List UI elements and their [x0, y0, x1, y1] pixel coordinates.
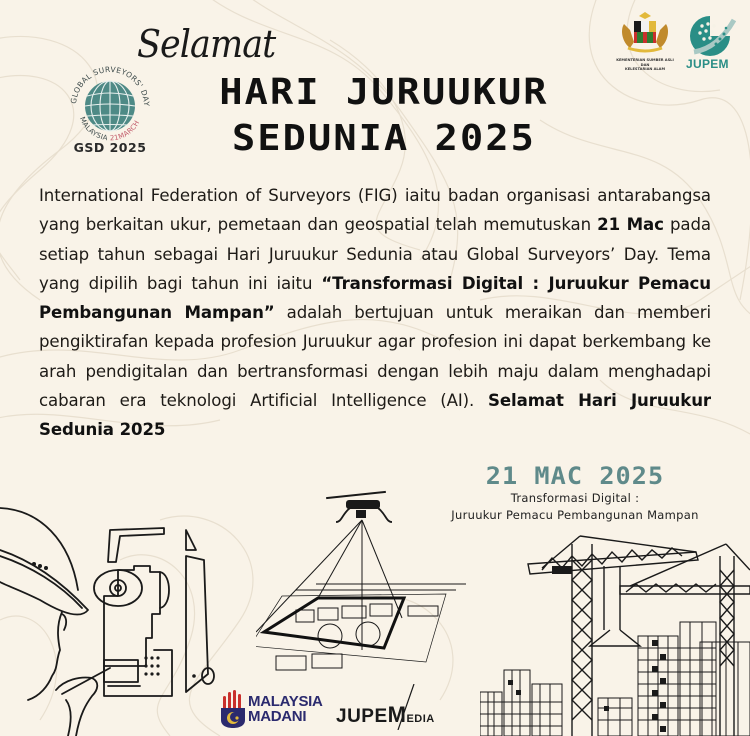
slash-mark-icon	[396, 684, 416, 730]
gsd-label: GSD 2025	[73, 140, 147, 155]
script-title: Selamat	[137, 22, 276, 66]
jupemedia-m: M	[387, 702, 407, 727]
highlight-theme: “Transformasi Digital : Juruukur Pemacu Pembangunan Mampan”	[39, 273, 711, 323]
highlight-greeting: Selamat Hari Juruukur Sedunia 2025	[39, 391, 711, 440]
theme-line-1: Transformasi Digital :	[510, 491, 640, 505]
main-title	[170, 70, 598, 162]
construction-illustration	[480, 530, 750, 736]
jupem-label: JUPEM	[686, 57, 729, 71]
malaysia-madani-icon	[220, 690, 246, 728]
globe-icon	[62, 62, 158, 142]
malaysia-madani-label: MALAYSIA MADANI	[248, 693, 323, 725]
coat-of-arms-icon	[612, 10, 678, 58]
theme-line-2: Juruukur Pemacu Pembangunan Mampan	[451, 508, 699, 522]
gsd-2025-logo	[62, 62, 158, 162]
surveyor-illustration	[0, 490, 240, 736]
svg-text:GLOBAL SURVEYORS' DAY: GLOBAL SURVEYORS' DAY	[68, 64, 152, 107]
jupem-logo-icon	[684, 12, 736, 58]
svg-text:MALAYSIA 21MARCH: MALAYSIA 21MARCH	[77, 115, 142, 142]
drone-mapping-illustration	[256, 486, 486, 676]
highlight-date: 21 Mac	[597, 215, 664, 235]
footer-logos	[220, 690, 460, 732]
ministry-caption: KEMENTERIAN SUMBER ASLI DAN KELESTARIAN ALAM	[616, 58, 674, 71]
title-line-2: SEDUNIA 2025	[232, 118, 536, 159]
government-logos	[612, 10, 742, 72]
body-paragraph: International Federation of Surveyors (FIG) iaitu badan organisasi antarabangsa yang berkaitan ukur, pemetaan dan geospatial telah memutuskan 21 Mac pada setiap tahun sebagai Hari Juruukur Sedunia atau Global Surveyors’ Day. Tema yang dipilih bagi tahun ini iaitu “Transformasi Digital : Juruukur Pemacu Pembangunan Mampan” adalah bertujuan untuk meraikan dan memberi pengiktirafan kepada profesion Juruukur agar profesion ini dapat berkembang ke arah pendigitalan dan bertransformasi dengan lebih maju dalam menghadapi cabaran era teknologi Artificial Intelligence (AI). Selamat Hari Juruukur Sedunia 2025	[39, 186, 711, 440]
title-line-1: HARI JURUUKUR	[219, 72, 549, 113]
event-date: 21 MAC 2025	[485, 462, 665, 490]
jupemedia-logo: JUPEMEDIA	[336, 702, 435, 727]
